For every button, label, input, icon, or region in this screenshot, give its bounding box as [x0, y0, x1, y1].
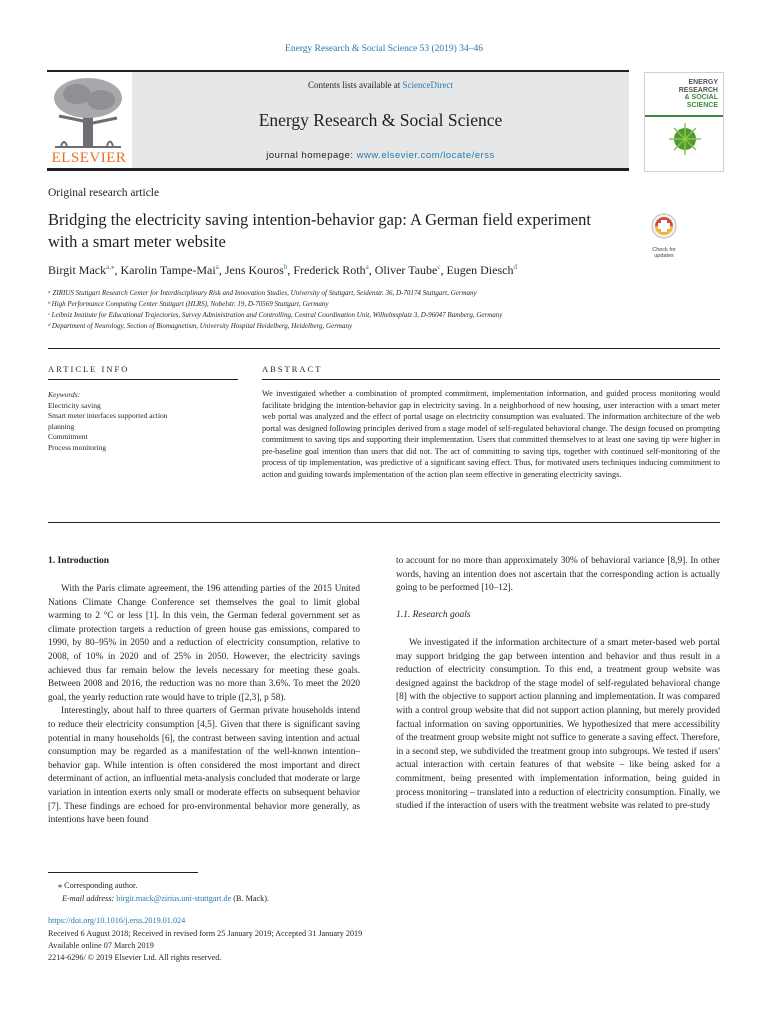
abstract-rule [262, 379, 720, 380]
author-name[interactable]: Karolin Tampe-Mai [120, 263, 216, 277]
right-body-column [396, 555, 720, 596]
body-paragraph: We investigated if the information architecture of a smart meter-based web portal may support bridging the gap between intention and behavior and thus result in a reduction of electricity consumption. To this end, a treatment group website was designed against the backdrop of the stage model of self-regulated behavioral change [8] with the objective to support action planning and implementation. It was compared with a control group website that did not support action planning, but merely provided factual information on saving opportunities. We hypothesized that mere accessibility of the treatment group website might not suffice to generate a saving effect. Therefore, in a second step, we subdivided the treatment group into subgroups. We tested if users' actual interaction with certain features of that website – like being asked for a commitment, being presented with implementation information, being guided in process monitoring – translated into a reduction of electricity consumption. Finally, we studied if the interaction of users with the treatment website was related to pre-study [396, 638, 720, 812]
keyword: Electricity saving [48, 400, 101, 410]
keyword: planning [48, 421, 75, 431]
right-body-column-continued [396, 637, 720, 814]
cover-stripe [645, 115, 723, 117]
article-info-rule [48, 379, 238, 380]
doi-link[interactable]: https://doi.org/10.1016/j.erss.2019.01.024 [48, 916, 186, 925]
author-name[interactable]: Jens Kouros [224, 263, 284, 277]
elsevier-wordmark: ELSEVIER [51, 150, 127, 166]
author-affiliation-mark[interactable]: a [365, 263, 369, 271]
article-title: Bridging the electricity saving intention-behavior gap: A German field experiment with a smart meter website [48, 210, 591, 251]
author-name[interactable]: Eugen Diesch [446, 263, 514, 277]
keyword: Process monitoring [48, 442, 107, 452]
email-label: E-mail address: [62, 894, 115, 903]
elsevier-logo [47, 72, 131, 168]
keywords-label: Keywords: [48, 390, 81, 399]
received-dates: Received 6 August 2018; Received in revised form 25 January 2019; Accepted 31 January 2019 [48, 929, 363, 938]
homepage-label: journal homepage: [266, 150, 354, 161]
contents-prefix: Contents lists available at [308, 80, 401, 90]
author-affiliation-mark[interactable]: a,⁎ [106, 263, 115, 271]
author-affiliation-mark[interactable]: d [513, 263, 517, 271]
article-type: Original research article [48, 187, 160, 199]
author-name[interactable]: Frederick Roth [293, 263, 366, 277]
email-note [62, 893, 269, 904]
affiliation: ᵇ High Performance Computing Center Stuttgart (HLRS), Nobelstr. 19, D-70569 Stuttgart, Germany [48, 300, 329, 308]
cover-title-line: ENERGY [688, 79, 718, 86]
abstract-heading: ABSTRACT [262, 364, 323, 374]
author-separator: , [218, 263, 225, 277]
cover-title-line: SCIENCE [686, 101, 718, 109]
author-separator: , [287, 263, 294, 277]
crossmark-icon [644, 212, 684, 242]
subsection-heading-research-goals: 1.1. Research goals [396, 610, 471, 620]
cover-title-line: & SOCIAL [684, 94, 718, 101]
author-separator: , [440, 263, 447, 277]
journal-homepage [132, 150, 629, 161]
author-affiliation-mark[interactable]: b [283, 263, 288, 271]
author-affiliation-mark[interactable]: c [437, 263, 441, 271]
available-online-date: Available online 07 March 2019 [48, 941, 154, 950]
keyword: Commitment [48, 432, 88, 441]
keyword: Smart meter interfaces supported action [48, 411, 168, 420]
affiliation: ᶜ Leibniz Institute for Educational Trajectories, Survey Administration and Controlling, Central Coordination Unit, Wilhelmsplatz 3, D-96047 Bamberg, Germany [48, 311, 503, 319]
contents-available [132, 80, 629, 90]
corresponding-author-note: ⁎ Corresponding author. [58, 881, 138, 890]
section-heading-introduction: 1. Introduction [48, 556, 110, 566]
footnote-rule [48, 872, 198, 873]
author-separator: , [114, 263, 121, 277]
cover-title-line: RESEARCH [678, 86, 718, 94]
keywords-block [48, 390, 228, 453]
cover-title [679, 79, 718, 109]
author-affiliation-mark[interactable]: a [215, 263, 219, 271]
homepage-link[interactable]: www.elsevier.com/locate/erss [356, 150, 495, 161]
author-email-link[interactable]: birgit.mack@zirius.uni-stuttgart.de [116, 894, 232, 903]
affiliation: ᵈ Department of Neurology, Section of Biomagnetism, University Hospital Heidelberg, Heidelberg, Germany [48, 322, 353, 330]
journal-title: Energy Research & Social Science [258, 110, 503, 130]
masthead-bottom-rule [47, 168, 629, 171]
section-divider [48, 522, 720, 523]
email-suffix: (B. Mack). [233, 894, 269, 903]
section-divider [48, 348, 720, 349]
abstract-text: We investigated whether a combination of prompted commitment, implementation information, and guided process monitoring would facilitate bridging the intention-behavior gap in electricity saving. In a neighborhood of new housing, user interaction with a smart meter web portal was analyzed and the effect of portal usage on electricity consumption was evaluated. The information architecture of the web portal was designed following principles derived from a stage model of self-regulated behavioral change. The design focused on prompting commitment to saving tips and supporting their implementation. Users that committed themselves to at least one saving tip were higher in pre-baseline goal intention than users that did not. The act of committing to saving tips, together with continued self-monitoring of the process of tip implementation, was predictive of a significant saving effect. Thus, for motivated users techniques inducing commitment to action and guiding towards implementation of the action plan seem effective in generating electricity savings. [262, 389, 720, 479]
article-info-heading: ARTICLE INFO [48, 364, 130, 374]
body-paragraph: Interestingly, about half to three quarters of German private households intend to reduce their electricity consumption [4,5]. Given that there is significant saving potential in many households [6], the contrast between saving intention and actual consumption may be regarded as a manifestation of the well-known intention–behavior gap. While intention is often considered the most important and direct determinant of action, an influential meta-analysis concluded that moderate or large variation in intention exerts only small or moderate effects on subsequent behavior [7]. These findings are echoed for pro-environmental behavior more generally, as intentions have been found [48, 706, 360, 826]
affiliation-list [48, 288, 688, 332]
body-paragraph: to account for no more than approximately 30% of behavioral variance [8,9]. In other words, having an intention does not ascertain that the corresponding action is actually going to be performed [10–12]. [396, 556, 720, 594]
check-for-updates-badge[interactable] [644, 212, 684, 259]
sciencedirect-link[interactable]: ScienceDirect [402, 80, 453, 90]
journal-citation-line[interactable]: Energy Research & Social Science 53 (2019) 34–46 [285, 44, 483, 54]
check-for-updates-label: Check for updates [652, 247, 676, 259]
copyright-line: 2214-6296/ © 2019 Elsevier Ltd. All rights reserved. [48, 953, 222, 962]
affiliation: ᵃ ZIRIUS Stuttgart Research Center for Interdisciplinary Risk and Innovation Studies, University of Stuttgart, Seidenstr. 36, D-70174 Stuttgart, Germany [48, 289, 477, 297]
author-separator: , [368, 263, 375, 277]
author-list [48, 263, 517, 278]
left-body-column [48, 583, 360, 828]
author-name[interactable]: Birgit Mack [48, 263, 107, 277]
cover-globe-icon [667, 121, 703, 157]
body-paragraph: With the Paris climate agreement, the 196 attending parties of the 2015 United Nations Climate Change Conference set themselves the goal to limit global warming to 2 °C or less [1]. In this vein, the German federal government set as climate protection targets a reduction of green house gas emissions, compared to 1990, by 80–95% in 2050 and a reduction of electricity consumption, relative to 2008, of 10% in 2020 and of 25% in 2050. However, the electricity savings achieved thus far remain below the levels necessary for meeting these goals. Between 2008 and 2016, the reduction was no more than 3.6%. To meet the 2020 goal, the yearly reduction rate would have to triple ([2,3], p 58). [48, 584, 360, 703]
journal-cover-thumbnail[interactable] [644, 72, 724, 172]
author-name[interactable]: Oliver Taube [374, 263, 438, 277]
